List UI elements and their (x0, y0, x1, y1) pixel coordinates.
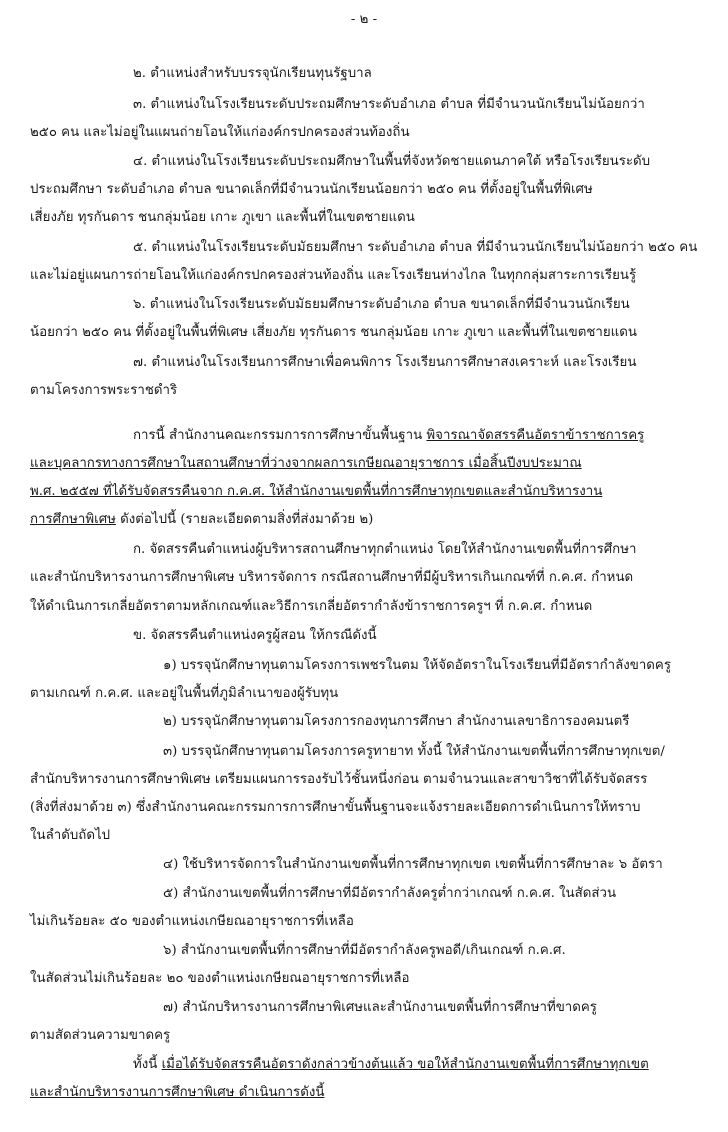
item-6-line-2: น้อยกว่า ๒๕๐ คน ที่ตั้งอยู่ในพื้นที่พิเศษ เสี่ยงภัย ทุรกันดาร ชนกลุ่มน้อย เกาะ ภูเขา และพื้นที่ในเขตชายแดน (30, 325, 637, 340)
item-4-line-3: เสี่ยงภัย ทุรกันดาร ชนกลุ่มน้อย เกาะ ภูเขา และพื้นที่ในเขตชายแดน (30, 210, 415, 225)
sub-3-line-4: ในลำดับถัดไป (30, 828, 111, 843)
intro-lead: การนี้ สำนักงานคณะกรรมการการศึกษาขั้นพื้นฐาน (133, 428, 427, 443)
item-7-line-2: ตามโครงการพระราชดำริ (30, 383, 178, 398)
intro-underlined-4: การศึกษาพิเศษ (30, 512, 116, 527)
closing-line-2: และสำนักบริหารงานการศึกษาพิเศษ ดำเนินการดังนี้ (30, 1085, 325, 1100)
sub-7-line-2: ตามสัดส่วนความขาดครู (30, 1028, 171, 1043)
page-number: - ๒ - (350, 12, 378, 27)
sub-3-line-2: สำนักบริหารงานการศึกษาพิเศษ เตรียมแผนการรองรับไว้ชั้นหนึ่งก่อน ตามจำนวนและสาขาวิชาที่ได้รับจัดสรร (30, 772, 648, 787)
section-a-line-1: ก. จัดสรรคืนตำแหน่งผู้บริหารสถานศึกษาทุกตำแหน่ง โดยให้สำนักงานเขตพื้นที่การศึกษา (133, 542, 637, 557)
intro-line-1 (133, 426, 644, 446)
sub-6-line-2: ในสัดส่วนไม่เกินร้อยละ ๒๐ ของตำแหน่งเกษียณอายุราชการที่เหลือ (30, 971, 410, 986)
section-a-line-3: ให้ดำเนินการเกลี่ยอัตราตามหลักเกณฑ์และวิธีการเกลี่ยอัตรากำลังข้าราชการครูฯ ที่ ก.ค.ศ. กำหนด (30, 599, 593, 614)
item-6-line-1: ๖. ตำแหน่งในโรงเรียนระดับมัธยมศึกษาระดับอำเภอ ตำบล ขนาดเล็กที่มีจำนวนนักเรียน (133, 297, 630, 312)
item-4-line-1: ๔. ตำแหน่งในโรงเรียนระดับประถมศึกษาในพื้นที่จังหวัดชายแดนภาคใต้ หรือโรงเรียนระดับ (133, 154, 651, 169)
sub-6-line-1: ๖) สำนักงานเขตพื้นที่การศึกษาที่มีอัตรากำลังครูพอดี/เกินเกณฑ์ ก.ค.ศ. (163, 943, 566, 958)
sub-1-line-1: ๑) บรรจุนักศึกษาทุนตามโครงการเพชรในตม ให้จัดอัตราในโรงเรียนที่มีอัตรากำลังขาดครู (163, 658, 671, 673)
sub-5-line-2: ไม่เกินร้อยละ ๕๐ ของตำแหน่งเกษียณอายุราชการที่เหลือ (30, 914, 354, 929)
sub-3-line-1: ๓) บรรจุนักศึกษาทุนตามโครงการครูทายาท ทั้งนี้ ให้สำนักงานเขตพื้นที่การศึกษาทุกเขต/ (163, 744, 665, 759)
intro-line-4 (30, 510, 373, 530)
sub-7-line-1: ๗) สำนักบริหารงานการศึกษาพิเศษและสำนักงานเขตพื้นที่การศึกษาที่ขาดครู (163, 1000, 597, 1015)
intro-line-2: และบุคลากรทางการศึกษาในสถานศึกษาที่ว่างจากผลการเกษียณอายุราชการ เมื่อสิ้นปีงบประมาณ (30, 456, 582, 471)
item-3-line-2: ๒๕๐ คน และไม่อยู่ในแผนถ่ายโอนให้แก่องค์กรปกครองส่วนท้องถิ่น (30, 125, 410, 140)
item-4-line-2: ประถมศึกษา ระดับอำเภอ ตำบล ขนาดเล็กที่มีจำนวนนักเรียนน้อยกว่า ๒๕๐ คน ที่ตั้งอยู่ในพื้นที่พิเศษ (30, 182, 593, 197)
intro-underlined-1: พิจารณาจัดสรรคืนอัตราข้าราชการครู (426, 428, 645, 443)
intro-tail: ดังต่อไปนี้ (รายละเอียดตามสิ่งที่ส่งมาด้วย ๒) (115, 512, 374, 527)
item-7-line-1: ๗. ตำแหน่งในโรงเรียนการศึกษาเพื่อคนพิการ โรงเรียนการศึกษาสงเคราะห์ และโรงเรียน (133, 355, 637, 370)
sub-1-line-2: ตามเกณฑ์ ก.ค.ศ. และอยู่ในพื้นที่ภูมิลำเนาของผู้รับทุน (30, 686, 339, 701)
sub-2-line: ๒) บรรจุนักศึกษาทุนตามโครงการกองทุนการศึกษา สำนักงานเลขาธิการองคมนตรี (163, 714, 630, 729)
sub-3-line-3: (สิ่งที่ส่งมาด้วย ๓) ซึ่งสำนักงานคณะกรรมการการศึกษาขั้นพื้นฐานจะแจ้งรายละเอียดการดำเนินการให้ทราบ (30, 800, 641, 815)
item-3-line-1: ๓. ตำแหน่งในโรงเรียนระดับประถมศึกษาระดับอำเภอ ตำบล ที่มีจำนวนนักเรียนไม่น้อยกว่า (133, 97, 645, 112)
item-2-line: ๒. ตำแหน่งสำหรับบรรจุนักเรียนทุนรัฐบาล (133, 66, 372, 81)
section-b-heading: ข. จัดสรรคืนตำแหน่งครูผู้สอน ให้กรณีดังนี้ (133, 628, 377, 643)
closing-line-1 (133, 1055, 649, 1075)
sub-5-line-1: ๕) สำนักงานเขตพื้นที่การศึกษาที่มีอัตรากำลังครูต่ำกว่าเกณฑ์ ก.ค.ศ. ในสัดส่วน (163, 886, 617, 901)
closing-lead: ทั้งนี้ (133, 1057, 162, 1072)
closing-underlined-1: เมื่อได้รับจัดสรรคืนอัตราดังกล่าวข้างต้นแล้ว ขอให้สำนักงานเขตพื้นที่การศึกษาทุกเขต (161, 1057, 649, 1072)
sub-4-line: ๔) ใช้บริหารจัดการในสำนักงานเขตพื้นที่การศึกษาทุกเขต เขตพื้นที่การศึกษาละ ๖ อัตรา (163, 857, 663, 872)
intro-line-3: พ.ศ. ๒๕๕๗ ที่ได้รับจัดสรรคืนจาก ก.ค.ศ. ให้สำนักงานเขตพื้นที่การศึกษาทุกเขตและสำนักบริหารงาน (30, 484, 603, 499)
item-5-line-1: ๕. ตำแหน่งในโรงเรียนระดับมัธยมศึกษา ระดับอำเภอ ตำบล ที่มีจำนวนนักเรียนไม่น้อยกว่า ๒๕๐ คน (133, 240, 698, 255)
section-a-line-2: และสำนักบริหารงานการศึกษาพิเศษ บริหารจัดการ กรณีสถานศึกษาที่มีผู้บริหารเกินเกณฑ์ที่ ก.ค.ศ. กำหนด (30, 570, 634, 585)
item-5-line-2: และไม่อยู่แผนการถ่ายโอนให้แก่องค์กรปกครองส่วนท้องถิ่น และโรงเรียนห่างไกล ในทุกกลุ่มสาระการเรียนรู้ (30, 268, 637, 283)
